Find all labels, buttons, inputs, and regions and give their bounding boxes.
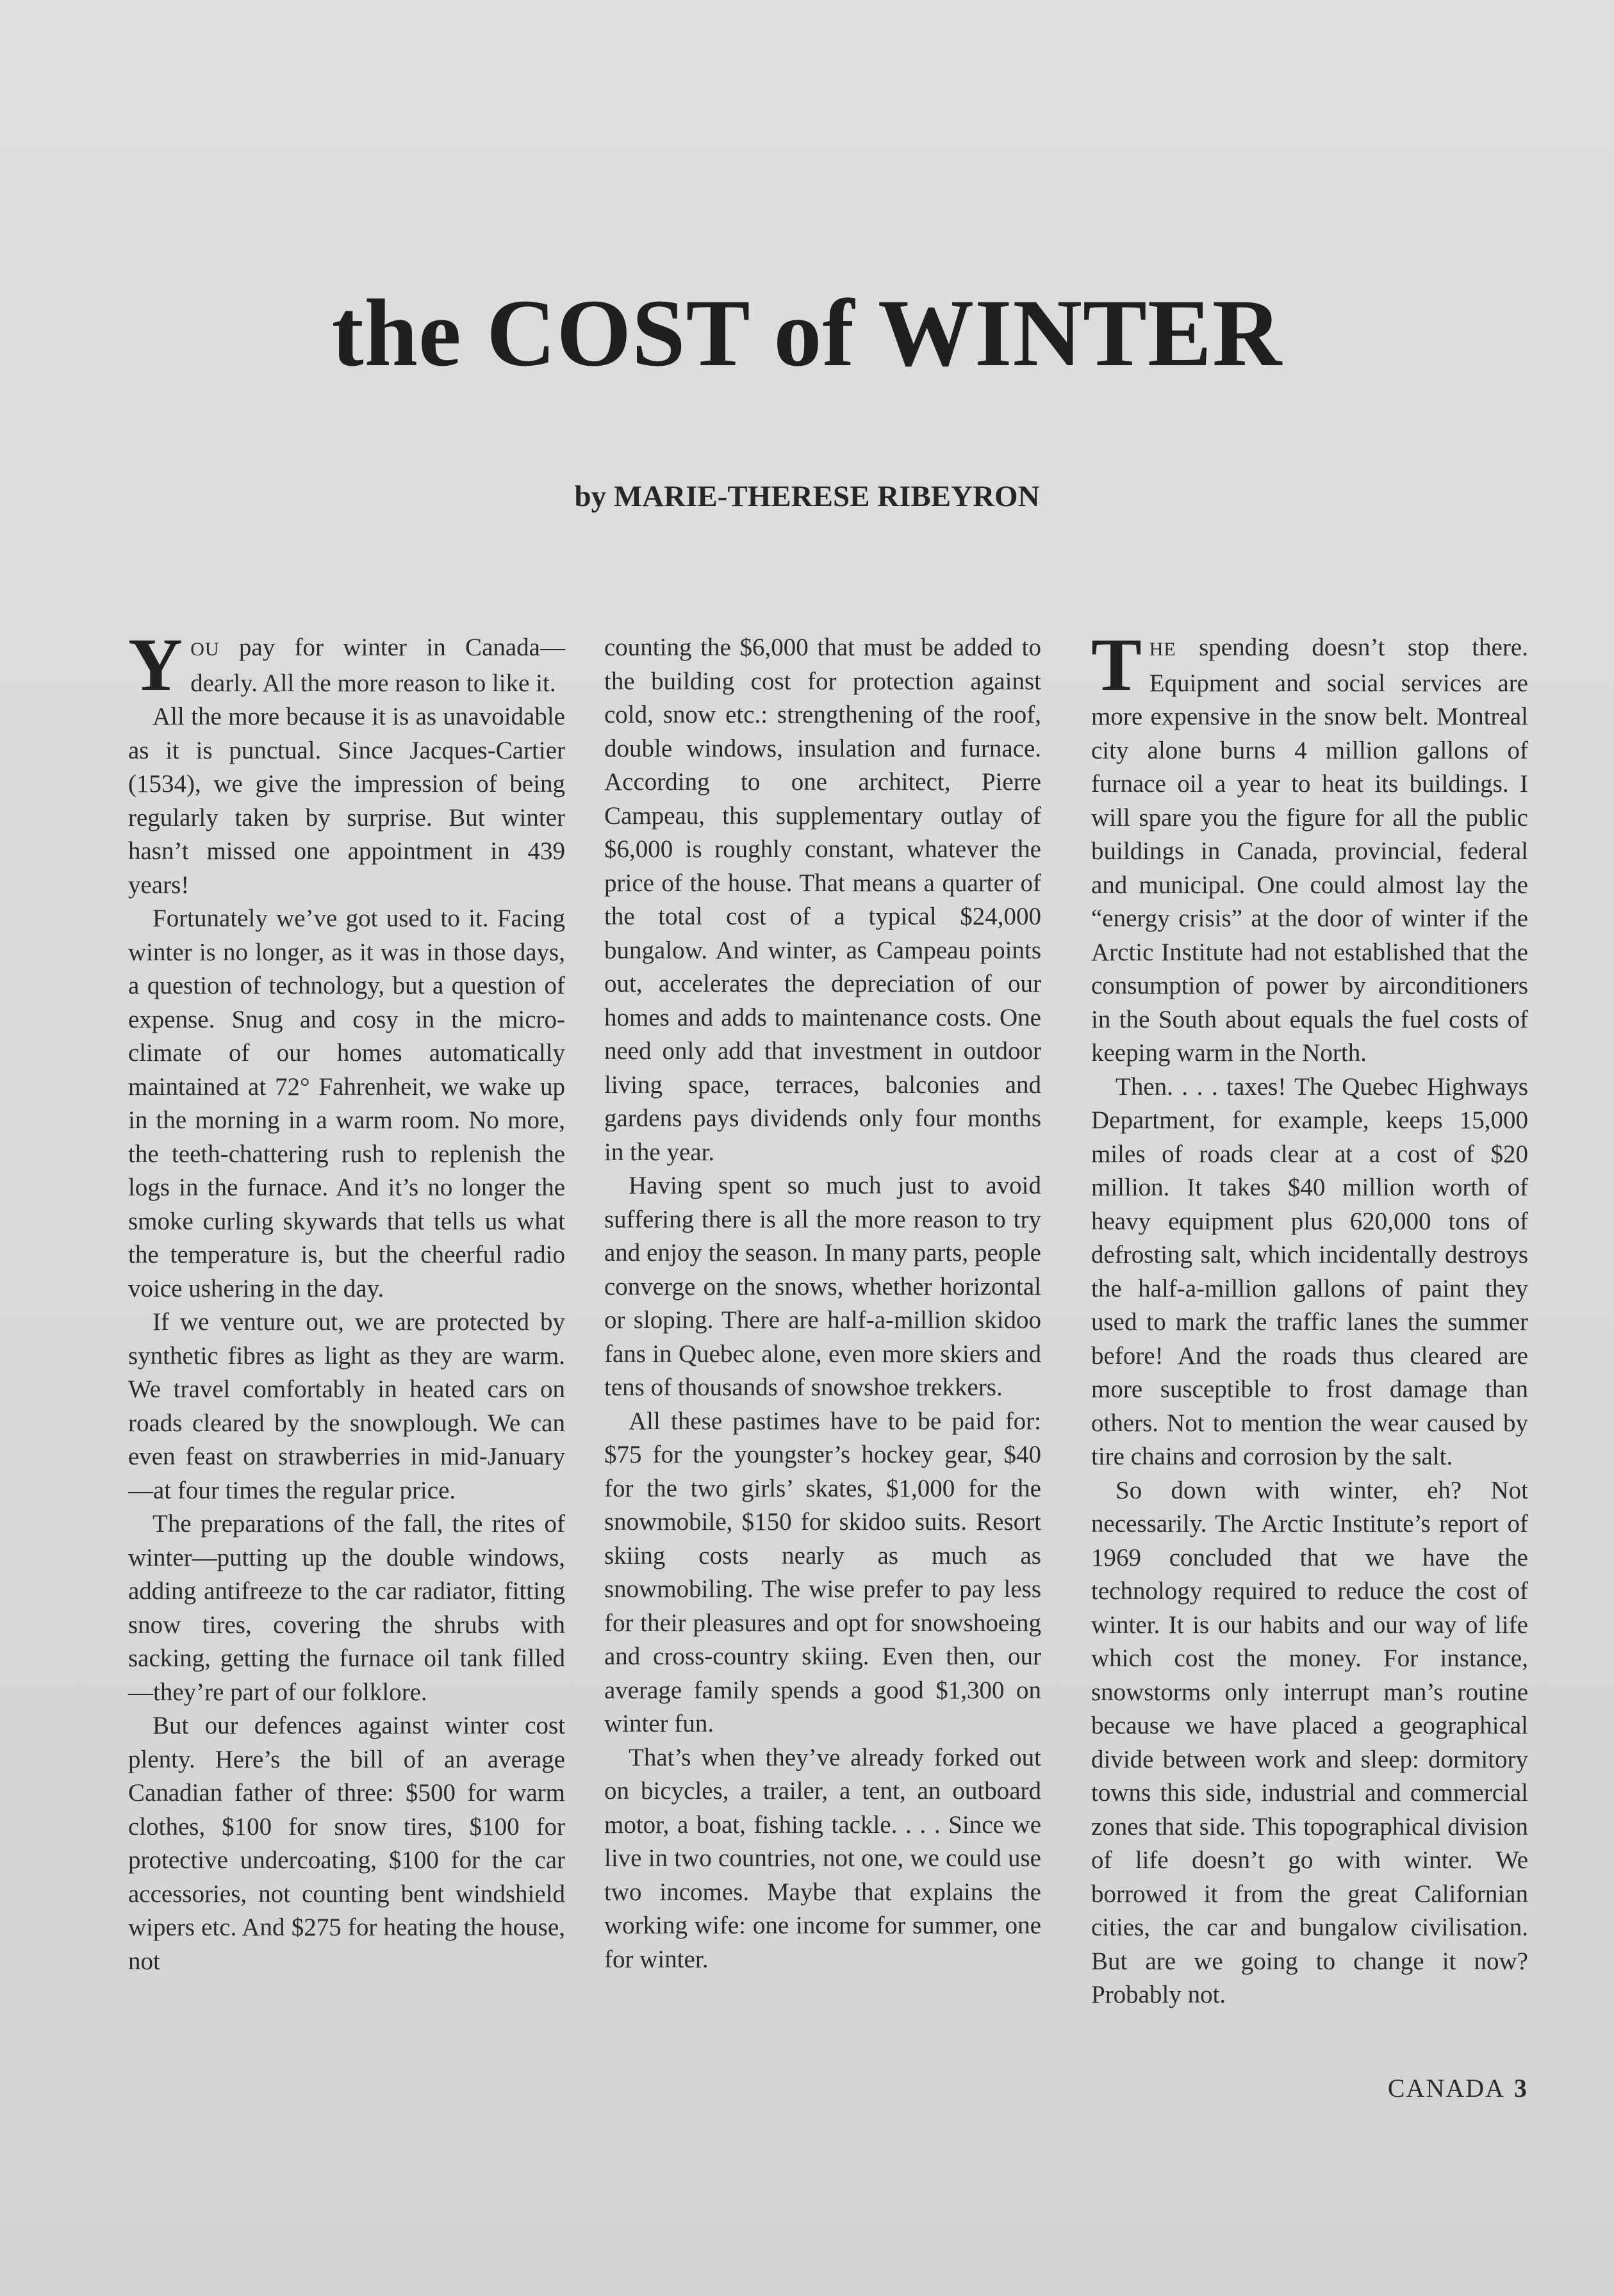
page-number: 3 (1514, 2074, 1528, 2103)
continued-paragraph: counting the $6,000 that must be added to the building cost for protection against cold, snow etc.: strengthening of the roof, double windows, insulation and furnace. According to one architect, Pierre Campeau, this supplementary outlay of $6,000 is roughly constant, whatever the price of the house. That means a quarter of the total cost of a typical $24,000 bungalow. And winter, as Campeau points out, accelerates the depreciation of our homes and adds to maintenance costs. One need only add that investment in outdoor living space, terraces, balconies and gardens pays dividends only four months in the year. (604, 634, 1041, 1166)
lead-smallcaps: HE (1149, 639, 1176, 660)
page-folio (1388, 2073, 1528, 2103)
body-paragraph: All the more because it is as unavoidable as it is punctual. Since Jacques-Cartier (1534), we give the impression of being regularly taken by surprise. But winter hasn’t missed one appointment in 439 years! (128, 703, 565, 899)
drop-cap: T (1091, 623, 1142, 707)
lead-paragraph (128, 623, 565, 707)
body-paragraph: Then. . . . taxes! The Quebec Highways Department, for example, keeps 15,000 miles of roads clear at a cost of $20 million. It takes $40 million worth of heavy equipment plus 620,000 tons of defrosting salt, which incidentally destroys the half-a-million gallons of paint they used to mark the traffic lanes the summer before! And the roads thus cleared are more susceptible to frost damage than others. Not to mention the wear caused by tire chains and corrosion by the salt. (1091, 1072, 1528, 1470)
publication-name: CANADA (1387, 2074, 1505, 2103)
body-paragraph: The preparations of the fall, the rites of winter—putting up the double windows, adding antifreeze to the car radiator, fitting snow tires, covering the shrubs with sacking, getting the furnace oil tank filled—they’re part of our folklore. (128, 1510, 565, 1706)
body-paragraph: But our defences against winter cost plenty. Here’s the bill of an average Canadian father of three: $500 for warm clothes, $100 for snow tires, $100 for protective undercoating, $100 for the car accessories, not counting bent windshield wipers etc. And $275 for heating the house, not (128, 1712, 565, 1975)
article-column-3 (1091, 623, 1528, 2012)
drop-cap: Y (128, 623, 183, 707)
body-paragraph: That’s when they’ve already forked out on bicycles, a trailer, a tent, an outboard motor, a boat, fishing tackle. . . . Since we live in two countries, not one, we could use two incomes. Maybe that explains the working wife: one income for summer, one for winter. (604, 1743, 1041, 1973)
lead-text: spending doesn’t stop there. Equipment and social services are more expensive in the snow belt. Montreal city alone burns 4 million gallons of furnace oil a year to heat its buildings. I will spare you the figure for all the public buildings in Canada, provincial, federal and municipal. One could almost lay the “energy crisis” at the door of winter if the Arctic Institute had not established that the consumption of power by airconditioners in the South about equals the fuel costs of keeping warm in the North. (1091, 634, 1528, 1067)
article-title: the COST of WINTER (331, 280, 1283, 386)
body-paragraph: All these pastimes have to be paid for: $75 for the youngster’s hockey gear, $40 for the two girls’ skates, $1,000 for the snowmobile, $150 for skidoo suits. Resort skiing costs nearly as much as snowmobiling. The wise prefer to pay less for their pleasures and opt for snowshoeing and cross-country skiing. Even then, our average family spends a good $1,300 on winter fun. (604, 1407, 1041, 1737)
body-paragraph: Having spent so much just to avoid suffering there is all the more reason to try and enjoy the season. In many parts, people converge on the snows, whether horizontal or sloping. There are half-a-million skidoo fans in Quebec alone, even more skiers and tens of thousands of snowshoe trekkers. (604, 1172, 1041, 1401)
lead-text: pay for winter in Canada—dearly. All the more reason to like it. (190, 634, 565, 697)
article-byline: by MARIE-THERESE RIBEYRON (574, 480, 1040, 513)
body-paragraph: If we venture out, we are protected by synthetic fibres as light as they are warm. We travel comfortably in heated cars on roads cleared by the snowplough. We can even feast on strawberries in mid-January—at four times the regular price. (128, 1308, 565, 1504)
article-column-2 (604, 631, 1041, 1976)
lead-smallcaps: OU (190, 639, 220, 660)
body-paragraph: Fortunately we’ve got used to it. Facing winter is no longer, as it was in those days, a question of technology, but a question of expense. Snug and cosy in the micro-climate of our homes automatically maintained at 72° Fahrenheit, we wake up in the morning in a warm room. No more, the teeth-chattering rush to replenish the logs in the furnace. And it’s no longer the smoke curling skywards that tells us what the temperature is, but the cheerful radio voice ushering in the day. (128, 905, 565, 1302)
article-column-1 (128, 623, 565, 1978)
lead-paragraph (1091, 623, 1528, 1070)
body-paragraph: So down with winter, eh? Not necessarily. The Arctic Institute’s report of 1969 concluded that we have the technology required to reduce the cost of winter. It is our habits and our way of life which cost the money. For instance, snowstorms only interrupt man’s routine because we have placed a geographical divide between work and sleep: dormitory towns this side, industrial and commercial zones that side. This topographical division of life doesn’t go with winter. We borrowed it from the great Californian cities, the car and bungalow civilisation. But are we going to change it now? Probably not. (1091, 1476, 1528, 2008)
